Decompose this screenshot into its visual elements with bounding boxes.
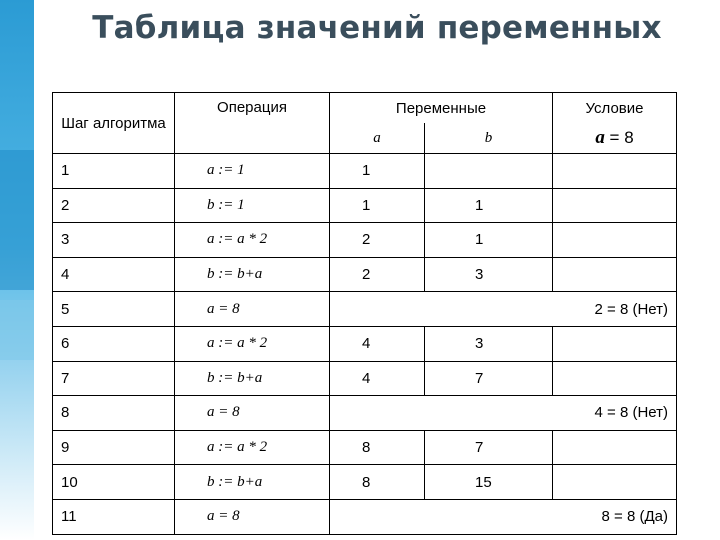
table-row bbox=[53, 154, 677, 189]
side-strip-block bbox=[0, 300, 34, 360]
cell-var-b: 15 bbox=[425, 465, 553, 500]
condition-var: a bbox=[595, 127, 605, 148]
cell-condition: 2 = 8 (Нет) bbox=[553, 292, 677, 327]
cell-var-a: 8 bbox=[330, 465, 425, 500]
cell-step: 4 bbox=[53, 257, 175, 292]
header-variables: Переменные bbox=[330, 93, 553, 124]
cell-var-a: 2 bbox=[330, 223, 425, 258]
cell-var-b: 1 bbox=[425, 223, 553, 258]
table-row bbox=[53, 257, 677, 292]
cell-operation: b := b+a bbox=[175, 465, 330, 500]
cell-step: 7 bbox=[53, 361, 175, 396]
cell-condition bbox=[553, 223, 677, 258]
table-body bbox=[53, 154, 677, 535]
cell-condition: 8 = 8 (Да) bbox=[553, 499, 677, 534]
cell-condition bbox=[553, 154, 677, 189]
cell-operation: b := b+a bbox=[175, 257, 330, 292]
cell-operation: a = 8 bbox=[175, 292, 330, 327]
cell-step: 11 bbox=[53, 499, 175, 534]
cell-var-b: 7 bbox=[425, 361, 553, 396]
header-step: Шаг алгоритма bbox=[53, 93, 175, 154]
header-condition-expr bbox=[553, 123, 677, 154]
cell-var-a: 4 bbox=[330, 361, 425, 396]
page-title: Таблица значений переменных bbox=[92, 10, 662, 46]
table-row bbox=[53, 361, 677, 396]
cell-step: 5 bbox=[53, 292, 175, 327]
header-var-b: b bbox=[425, 123, 553, 154]
cell-operation: b := b+a bbox=[175, 361, 330, 396]
table-row bbox=[53, 430, 677, 465]
cell-operation: a := a * 2 bbox=[175, 223, 330, 258]
cell-var-b: 3 bbox=[425, 326, 553, 361]
cell-var-b bbox=[425, 292, 553, 327]
cell-var-a: 2 bbox=[330, 257, 425, 292]
cell-condition bbox=[553, 188, 677, 223]
cell-var-a: 1 bbox=[330, 154, 425, 189]
cell-operation: b := 1 bbox=[175, 188, 330, 223]
cell-operation: a = 8 bbox=[175, 499, 330, 534]
cell-var-a bbox=[330, 499, 425, 534]
header-operation: Операция bbox=[175, 93, 330, 154]
cell-operation: a := a * 2 bbox=[175, 326, 330, 361]
cell-operation: a = 8 bbox=[175, 396, 330, 431]
cell-operation: a := a * 2 bbox=[175, 430, 330, 465]
cell-condition bbox=[553, 257, 677, 292]
cell-var-b: 1 bbox=[425, 188, 553, 223]
table-row bbox=[53, 396, 677, 431]
cell-var-b bbox=[425, 396, 553, 431]
cell-condition bbox=[553, 361, 677, 396]
cell-condition bbox=[553, 430, 677, 465]
cell-condition bbox=[553, 465, 677, 500]
table-row bbox=[53, 499, 677, 534]
cell-var-a bbox=[330, 292, 425, 327]
cell-condition: 4 = 8 (Нет) bbox=[553, 396, 677, 431]
cell-var-a: 1 bbox=[330, 188, 425, 223]
cell-operation: a := 1 bbox=[175, 154, 330, 189]
cell-var-b bbox=[425, 154, 553, 189]
decorative-side-strip bbox=[0, 0, 34, 540]
table-row bbox=[53, 292, 677, 327]
condition-rest: = 8 bbox=[604, 128, 634, 147]
header-condition: Условие bbox=[553, 93, 677, 124]
cell-step: 6 bbox=[53, 326, 175, 361]
cell-step: 10 bbox=[53, 465, 175, 500]
table-row bbox=[53, 223, 677, 258]
header-row bbox=[53, 93, 677, 124]
side-strip-block bbox=[0, 150, 34, 290]
header-var-a: a bbox=[330, 123, 425, 154]
cell-var-a bbox=[330, 396, 425, 431]
table-row bbox=[53, 188, 677, 223]
cell-var-b bbox=[425, 499, 553, 534]
cell-step: 8 bbox=[53, 396, 175, 431]
cell-condition bbox=[553, 326, 677, 361]
cell-step: 2 bbox=[53, 188, 175, 223]
cell-step: 9 bbox=[53, 430, 175, 465]
variables-table bbox=[52, 92, 677, 535]
cell-var-b: 7 bbox=[425, 430, 553, 465]
cell-var-a: 8 bbox=[330, 430, 425, 465]
cell-step: 1 bbox=[53, 154, 175, 189]
table-row bbox=[53, 326, 677, 361]
cell-step: 3 bbox=[53, 223, 175, 258]
table-row bbox=[53, 465, 677, 500]
cell-var-b: 3 bbox=[425, 257, 553, 292]
cell-var-a: 4 bbox=[330, 326, 425, 361]
